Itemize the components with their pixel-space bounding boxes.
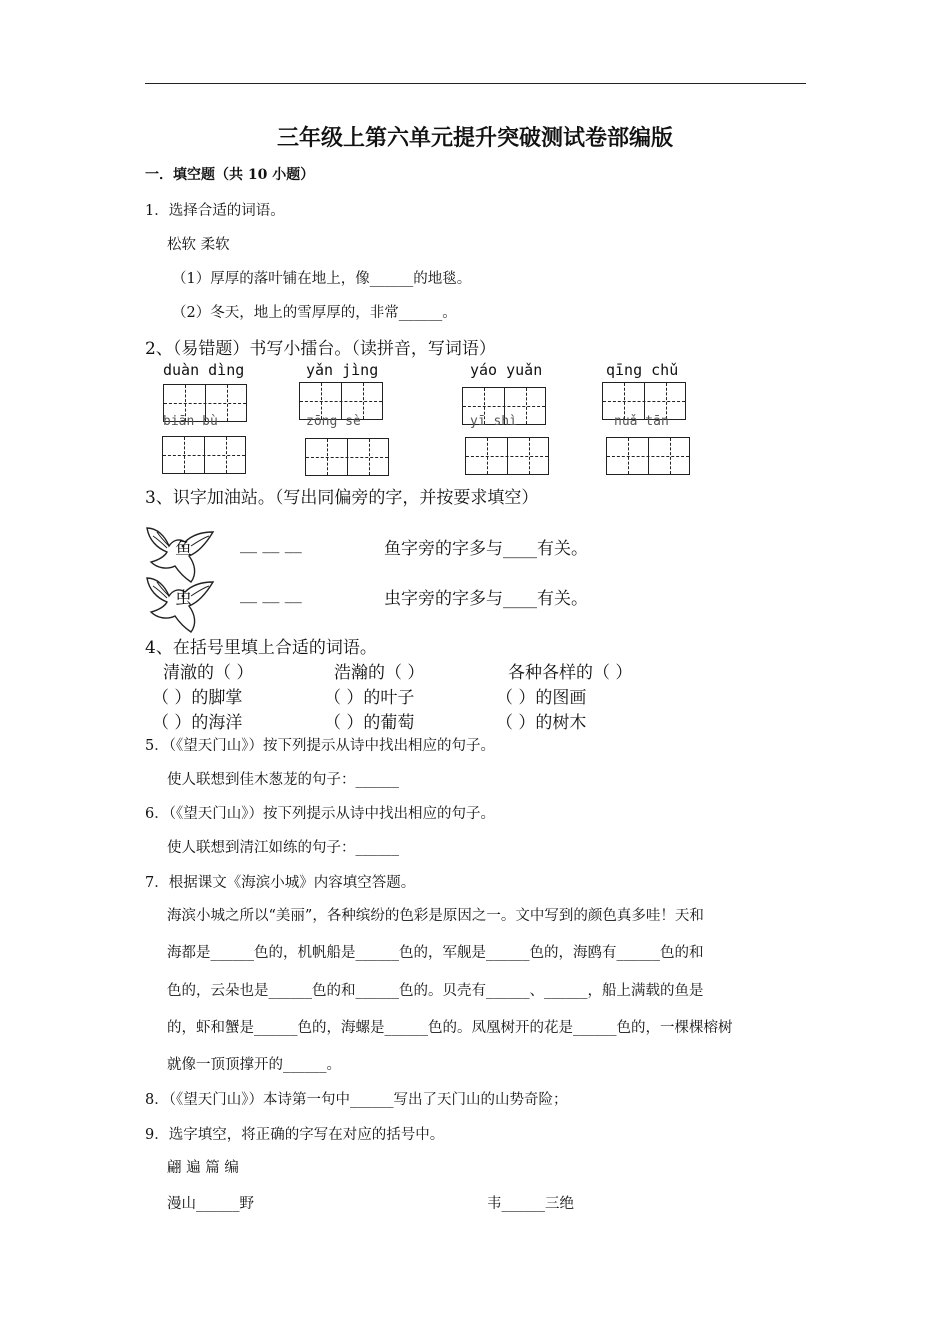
section-heading: 一．填空题（共 10 小题）	[145, 167, 315, 183]
q4-item: 清澈的（ ）	[163, 663, 254, 683]
header-rule	[145, 83, 806, 84]
writing-grid[interactable]	[162, 436, 246, 474]
pinyin-label: zōng sè	[306, 414, 361, 429]
q4-item: （ ）的叶子	[324, 688, 415, 708]
document-title: 三年级上第六单元提升突破测试卷部编版	[276, 125, 673, 151]
q3-blanks: __ __ __	[240, 584, 302, 604]
q4-stem: 4、在括号里填上合适的词语。	[145, 638, 377, 658]
q7-line: 的，虾和蟹是______色的，海螺是______色的。凤凰树开的花是______色的，一棵棵榕树	[167, 1020, 733, 1036]
q7-line: 色的，云朵也是______色的和______色的。贝壳有______、______，船上满载的鱼是	[167, 983, 704, 999]
q4-item: （ ）的图画	[496, 688, 587, 708]
q8-stem: 8．（《望天门山》）本诗第一句中______写出了天门山的山势奇险；	[145, 1092, 568, 1108]
q7-stem: 7．根据课文《海滨小城》内容填空答题。	[145, 875, 416, 891]
q5-stem: 5．（《望天门山》）按下列提示从诗中找出相应的句子。	[145, 738, 495, 754]
q4-item: （ ）的脚掌	[152, 688, 243, 708]
pinyin-label: qīng chǔ	[606, 361, 679, 379]
q4-item: （ ）的树木	[496, 713, 587, 733]
q9-stem: 9．选字填空，将正确的字写在对应的括号中。	[145, 1127, 445, 1143]
q3-blanks: __ __ __	[240, 534, 302, 554]
pinyin-label: yáo yuǎn	[470, 361, 543, 379]
q2-stem: 2、（易错题）书写小擂台。（读拼音，写词语）	[145, 339, 496, 359]
pinyin-label: nuǎ tān	[614, 414, 669, 429]
q4-item: 各种各样的（ ）	[508, 663, 633, 683]
q4-item: （ ）的海洋	[152, 713, 243, 733]
q3-stem: 3、识字加油站。（写出同偏旁的字，并按要求填空）	[145, 488, 539, 508]
pinyin-label: yī shì	[470, 414, 517, 429]
q1-stem: 1．选择合适的词语。	[145, 203, 285, 219]
q7-line: 海都是______色的，机帆船是______色的，军舰是______色的，海鸥有______色的和	[167, 945, 704, 961]
q6-stem: 6．（《望天门山》）按下列提示从诗中找出相应的句子。	[145, 806, 495, 822]
q3-row1-text: 鱼字旁的字多与____有关。	[384, 539, 588, 559]
q1-sub1: （1）厚厚的落叶铺在地上，像______的地毯。	[172, 271, 472, 287]
writing-grid[interactable]	[606, 437, 690, 475]
q9-right: 韦______三绝	[487, 1196, 574, 1212]
q4-item: 浩瀚的（ ）	[334, 663, 425, 683]
q4-item: （ ）的葡萄	[324, 713, 415, 733]
q7-line: 就像一顶顶撑开的______。	[167, 1057, 341, 1073]
q1-sub2: （2）冬天，地上的雪厚厚的，非常______。	[172, 305, 457, 321]
q5-line: 使人联想到佳木葱茏的句子：______	[167, 772, 399, 788]
q9-left: 漫山______野	[167, 1196, 254, 1212]
pinyin-label: yǎn jìng	[306, 361, 379, 379]
q9-options: 翩 遍 篇 编	[167, 1160, 239, 1176]
pinyin-label: biān bù	[163, 414, 218, 429]
q7-line: 海滨小城之所以“美丽”，各种缤纷的色彩是原因之一。文中写到的颜色真多哇！天和	[167, 908, 704, 924]
radical-char: 鱼	[175, 539, 192, 559]
q6-line: 使人联想到清江如练的句子：______	[167, 840, 399, 856]
q1-options: 松软 柔软	[167, 237, 230, 253]
writing-grid[interactable]	[305, 438, 389, 476]
radical-char: 虫	[175, 589, 192, 609]
pinyin-label: duàn dìng	[163, 361, 245, 379]
q3-row2-text: 虫字旁的字多与____有关。	[384, 589, 588, 609]
writing-grid[interactable]	[465, 437, 549, 475]
